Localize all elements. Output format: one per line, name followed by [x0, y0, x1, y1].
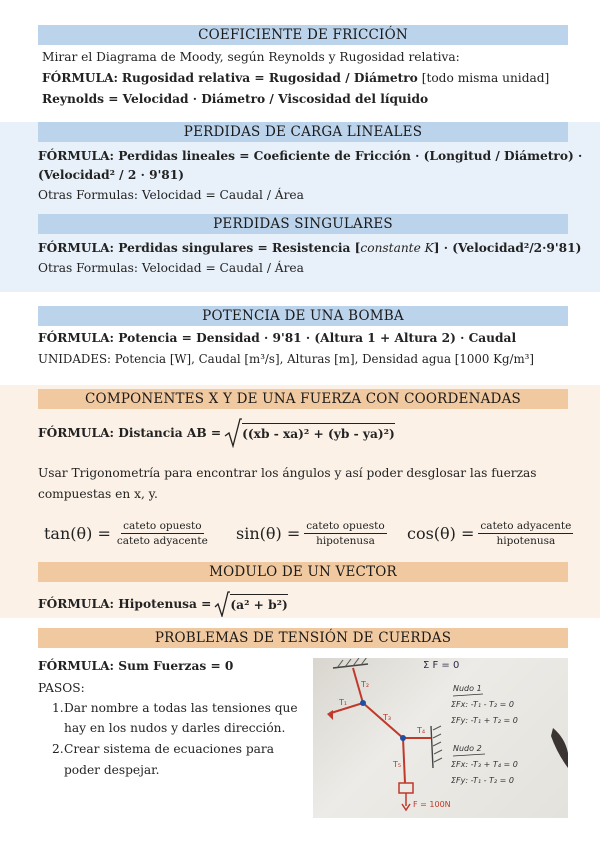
singular-formula-b: ] · (Velocidad²/2·9'81) — [433, 241, 582, 255]
photo-t5: T₅ — [393, 760, 402, 769]
distance-formula-radicand: ((xb - xa)² + (yb - ya)²) — [242, 423, 395, 442]
vector-formula — [38, 590, 288, 618]
photo-node2-x: ΣFx: -T₃ + T₄ = 0 — [451, 760, 518, 769]
linear-formula-line1: FÓRMULA: Perdidas lineales = Coeficiente de Fricción · (Longitud / Diámetro) · — [38, 149, 583, 163]
photo-node1-x: ΣFx: -T₁ - T₂ = 0 — [451, 700, 514, 709]
step-1-line1: Dar nombre a todas las tensiones que — [64, 701, 298, 715]
whiteboard-drawing — [313, 658, 568, 818]
friction-formula — [42, 70, 549, 86]
photo-load-label: F = 100N — [413, 800, 451, 809]
photo-node2-label: Nudo 2 — [453, 744, 482, 753]
cos-fraction — [478, 520, 573, 547]
singular-formula-a: FÓRMULA: Perdidas singulares = Resistencia [ — [38, 241, 361, 255]
vector-header: MODULO DE UN VECTOR — [38, 562, 568, 582]
singular-losses-header: PERDIDAS SINGULARES — [38, 214, 568, 234]
singular-other: Otras Formulas: Velocidad = Caudal / Área — [38, 261, 304, 275]
tan-label: tan(θ) = — [44, 524, 111, 543]
step-2-number: 2. — [52, 742, 64, 756]
tension-steps-label: PASOS: — [38, 681, 85, 695]
distance-formula — [38, 418, 395, 448]
vector-formula-label: FÓRMULA: Hipotenusa = — [38, 597, 212, 611]
tension-header: PROBLEMAS DE TENSIÓN DE CUERDAS — [38, 628, 568, 648]
trig-text-line1: Usar Trigonometría para encontrar los ángulos y así poder desglosar las fuerzas — [38, 466, 537, 480]
cos-denominator: hipotenusa — [496, 535, 556, 547]
sqrt-icon — [214, 591, 230, 617]
linear-losses-header: PERDIDAS DE CARGA LINEALES — [38, 122, 568, 142]
tan-denominator: cateto adyacente — [116, 535, 208, 547]
singular-formula — [38, 240, 581, 256]
cos-numerator: cateto adyacente — [480, 520, 572, 532]
sin-numerator: cateto opuesto — [306, 520, 385, 532]
components-header: COMPONENTES X Y DE UNA FUERZA CON COORDENADAS — [38, 389, 568, 409]
photo-t1: T₁ — [339, 698, 348, 707]
sin-formula — [236, 520, 391, 547]
linear-other: Otras Formulas: Velocidad = Caudal / Área — [38, 188, 304, 202]
friction-formula-label: FÓRMULA: — [42, 71, 119, 85]
step-1-line2: hay en los nudos y darles dirección. — [64, 721, 286, 735]
friction-intro: Mirar el Diagrama de Moody, según Reynolds y Rugosidad relativa: — [42, 50, 460, 64]
step-2-line1: Crear sistema de ecuaciones para — [64, 742, 274, 756]
photo-t2: T₂ — [361, 680, 370, 689]
cos-label: cos(θ) = — [407, 524, 475, 543]
friction-header: COEFICIENTE DE FRICCIÓN — [38, 25, 568, 45]
vector-formula-radicand: (a² + b²) — [230, 594, 287, 613]
tan-formula — [44, 520, 214, 547]
photo-node2-y: ΣFy: -T₁ - T₂ = 0 — [451, 776, 514, 785]
friction-formula-text: Rugosidad relativa = Rugosidad / Diámetro — [121, 71, 418, 85]
distance-formula-label: FÓRMULA: Distancia AB = — [38, 426, 222, 440]
cos-formula — [407, 520, 577, 547]
sin-fraction — [304, 520, 386, 547]
tension-formula: FÓRMULA: Sum Fuerzas = 0 — [38, 659, 234, 673]
linear-formula-line2: (Velocidad² / 2 · 9'81) — [38, 168, 185, 182]
photo-t4: T₄ — [417, 726, 426, 735]
step-1-number: 1. — [52, 701, 64, 715]
step-2-line2: poder despejar. — [64, 763, 160, 777]
trig-text-line2: compuestas en x, y. — [38, 487, 158, 501]
singular-formula-const: constante K — [360, 241, 434, 255]
photo-t3: T₃ — [383, 713, 392, 722]
photo-node1-y: ΣFy: -T₁ + T₂ = 0 — [451, 716, 518, 725]
whiteboard-photo — [313, 658, 568, 818]
tan-numerator: cateto opuesto — [123, 520, 202, 532]
friction-formula-note: [todo misma unidad] — [421, 71, 550, 85]
pump-units: UNIDADES: Potencia [W], Caudal [m³/s], Alturas [m], Densidad agua [1000 Kg/m³] — [38, 352, 535, 366]
pump-header: POTENCIA DE UNA BOMBA — [38, 306, 568, 326]
sin-denominator: hipotenusa — [316, 535, 375, 547]
reynolds-formula: Reynolds = Velocidad · Diámetro / Viscosidad del líquido — [42, 92, 429, 106]
sqrt-icon — [224, 418, 242, 448]
photo-node1-label: Nudo 1 — [453, 684, 482, 693]
sin-label: sin(θ) = — [236, 524, 301, 543]
pump-formula: FÓRMULA: Potencia = Densidad · 9'81 · (Altura 1 + Altura 2) · Caudal — [38, 331, 517, 345]
photo-sum-label: Σ F = 0 — [423, 660, 460, 671]
tan-fraction — [115, 520, 210, 547]
